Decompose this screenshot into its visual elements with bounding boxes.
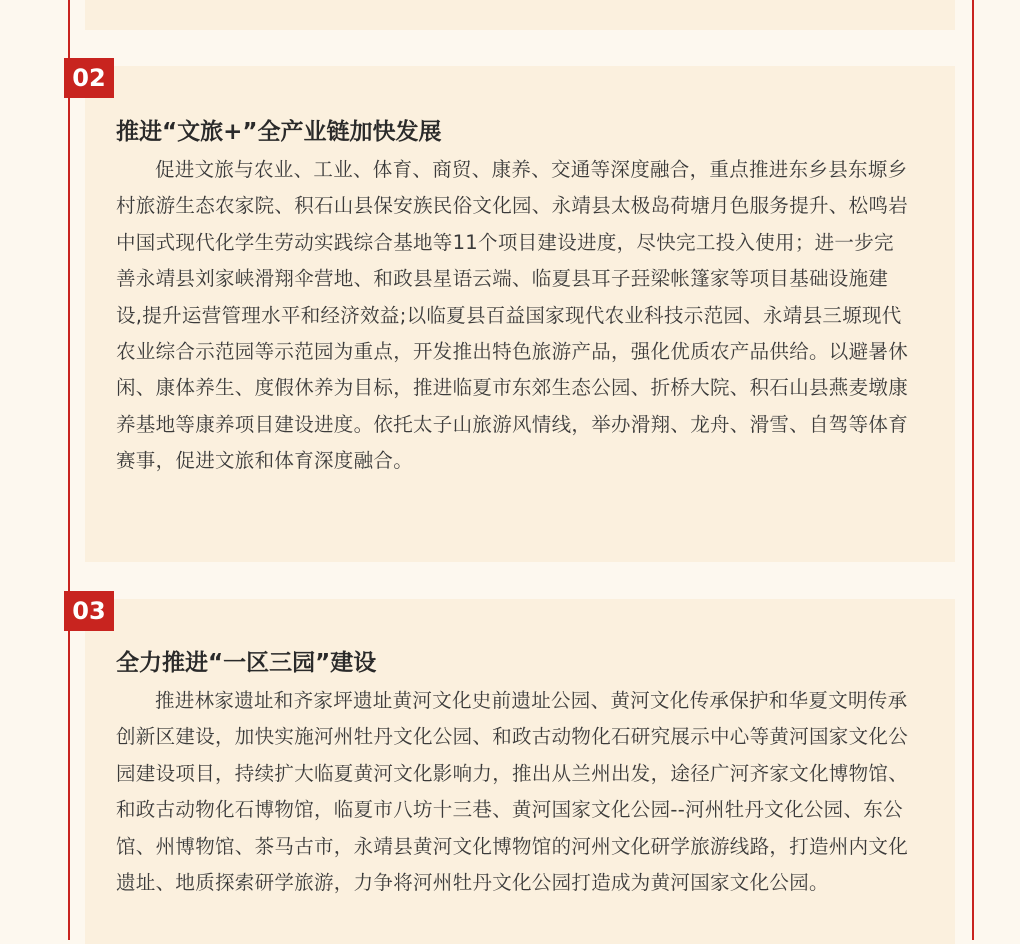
section-number-badge: 02	[64, 58, 114, 98]
right-red-rule	[972, 0, 974, 940]
left-red-rule	[68, 0, 70, 940]
section-body: 推进林家遗址和齐家坪遗址黄河文化史前遗址公园、黄河文化传承保护和华夏文明传承创新区建设，加快实施河州牡丹文化公园、和政古动物化石研究展示中心等黄河国家文化公园建设项目，持续扩大临夏黄河文化影响力，推出从兰州出发，途径广河齐家文化博物馆、和政古动物化石博物馆，临夏市八坊十三巷、黄河国家文化公园--河州牡丹文化公园、东公馆、州博物馆、茶马古市，永靖县黄河文化博物馆的河州文化研学旅游线路，打造州内文化遗址、地质探索研学旅游，力争将河州牡丹文化公园打造成为黄河国家文化公园。	[116, 689, 909, 895]
section-number-badge: 03	[64, 591, 114, 631]
previous-section-card	[85, 0, 955, 30]
section-title: 推进“文旅+”全产业链加快发展	[116, 119, 442, 145]
section-title: 全力推进“一区三园”建设	[116, 650, 377, 676]
section-body: 促进文旅与农业、工业、体育、商贸、康养、交通等深度融合，重点推进东乡县东塬乡村旅游生态农家院、积石山县保安族民俗文化园、永靖县太极岛荷塘月色服务提升、松鸣岩中国式现代化学生劳动实践综合基地等11个项目建设进度，尽快完工投入使用；进一步完善永靖县刘家峡滑翔伞营地、和政县星语云端、临夏县耳子㠭梁帐篷家等项目基础设施建设,提升运营管理水平和经济效益;以临夏县百益国家现代农业科技示范园、永靖县三塬现代农业综合示范园等示范园为重点，开发推出特色旅游产品，强化优质农产品供给。以避暑休闲、康体养生、度假休养为目标，推进临夏市东郊生态公园、折桥大院、积石山县燕麦墩康养基地等康养项目建设进度。依托太子山旅游风情线，举办滑翔、龙舟、滑雪、自驾等体育赛事，促进文旅和体育深度融合。	[116, 158, 909, 473]
